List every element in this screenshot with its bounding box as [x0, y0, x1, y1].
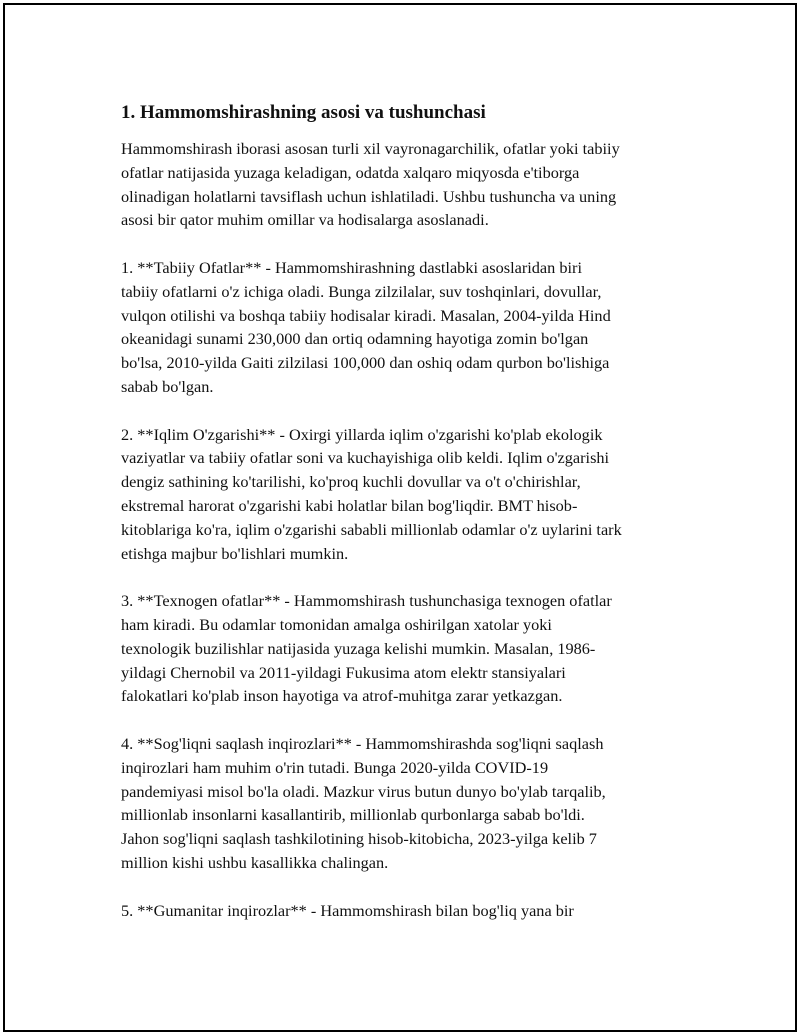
- text-line: etishga majbur bo'lishlari mumkin.: [121, 543, 349, 563]
- text-line: 1. **Tabiiy Ofatlar** - Hammomshirashning dastlabki asoslaridan biri: [121, 257, 582, 277]
- text-line: 4. **Sog'liqni saqlash inqirozlari** - Hammomshirashda sog'liqni saqlash: [121, 733, 604, 753]
- text-line: millionlab insonlarni kasallantirib, millionlab qurbonlarga sabab bo'ldi.: [121, 805, 585, 825]
- text-line: olinadigan holatlarni tavsiflash uchun ishlatiladi. Ushbu tushuncha va uning: [121, 186, 617, 206]
- document-body: [121, 101, 691, 946]
- text-line: Hammomshirash iborasi asosan turli xil vayronagarchilik, ofatlar yoki tabiiy: [121, 139, 620, 158]
- text-line: dengiz sathining ko'tarilishi, ko'proq kuchli dovullar va o't o'chirishlar,: [121, 472, 581, 492]
- text-line: 5. **Gumanitar inqirozlar** - Hammomshirash bilan bog'liq yana bir: [121, 900, 574, 920]
- paragraph-list: [121, 137, 691, 922]
- list-item-paragraph: [121, 256, 691, 399]
- text-line: 3. **Texnogen ofatlar** - Hammomshirash tushunchasiga texnogen ofatlar: [121, 591, 612, 611]
- section-heading: 1. Hammomshirashning asosi va tushunchasi: [121, 102, 486, 123]
- list-item-paragraph: [121, 589, 691, 708]
- text-line: texnologik buzilishlar natijasida yuzaga kelishi mumkin. Masalan, 1986-: [121, 638, 596, 658]
- text-line: ham kiradi. Bu odamlar tomonidan amalga oshirilgan xatolar yoki: [121, 614, 552, 634]
- text-line: ekstremal harorat o'zgarishi kabi holatlar bilan bog'liqdir. BMT hisob-: [121, 495, 578, 515]
- text-line: bo'lsa, 2010-yilda Gaiti zilzilasi 100,000 dan oshiq odam qurbon bo'lishiga: [121, 353, 610, 373]
- page-frame: [3, 3, 797, 1032]
- list-item-paragraph: [121, 732, 691, 875]
- text-line: asosi bir qator muhim omillar va hodisalarga asoslanadi.: [121, 210, 489, 230]
- text-line: pandemiyasi misol bo'la oladi. Mazkur virus butun dunyo bo'ylab tarqalib,: [121, 781, 606, 801]
- text-line: ofatlar natijasida yuzaga keladigan, odatda xalqaro miqyosda e'tiborga: [121, 162, 580, 182]
- text-line: vaziyatlar va tabiiy ofatlar soni va kuchayishiga olib keldi. Iqlim o'zgarishi: [121, 448, 610, 468]
- text-line: kitoblariga ko'ra, iqlim o'zgarishi sababli millionlab odamlar o'z uylarini tark: [121, 519, 622, 539]
- text-line: okeanidagi sunami 230,000 dan ortiq odamning hayotiga zomin bo'lgan: [121, 329, 589, 349]
- text-line: falokatlari ko'plab inson hayotiga va atrof-muhitga zarar yetkazgan.: [121, 686, 563, 706]
- text-line: yildagi Chernobil va 2011-yildagi Fukusima atom elektr stansiyalari: [121, 662, 566, 682]
- text-line: tabiiy ofatlarni o'z ichiga oladi. Bunga zilzilalar, suv toshqinlari, dovullar,: [121, 281, 602, 301]
- text-line: inqirozlari ham muhim o'rin tutadi. Bunga 2020-yilda COVID-19: [121, 757, 549, 777]
- text-line: million kishi ushbu kasallikka chalingan.: [121, 852, 389, 872]
- text-line: sabab bo'lgan.: [121, 376, 214, 396]
- list-item-paragraph: [121, 899, 691, 923]
- intro-paragraph: [121, 137, 691, 232]
- text-line: vulqon otilishi va boshqa tabiiy hodisalar kiradi. Masalan, 2004-yilda Hind: [121, 305, 611, 325]
- list-item-paragraph: [121, 423, 691, 566]
- text-line: Jahon sog'liqni saqlash tashkilotining hisob-kitobicha, 2023-yilga kelib 7: [121, 829, 597, 849]
- text-line: 2. **Iqlim O'zgarishi** - Oxirgi yillarda iqlim o'zgarishi ko'plab ekologik: [121, 424, 603, 444]
